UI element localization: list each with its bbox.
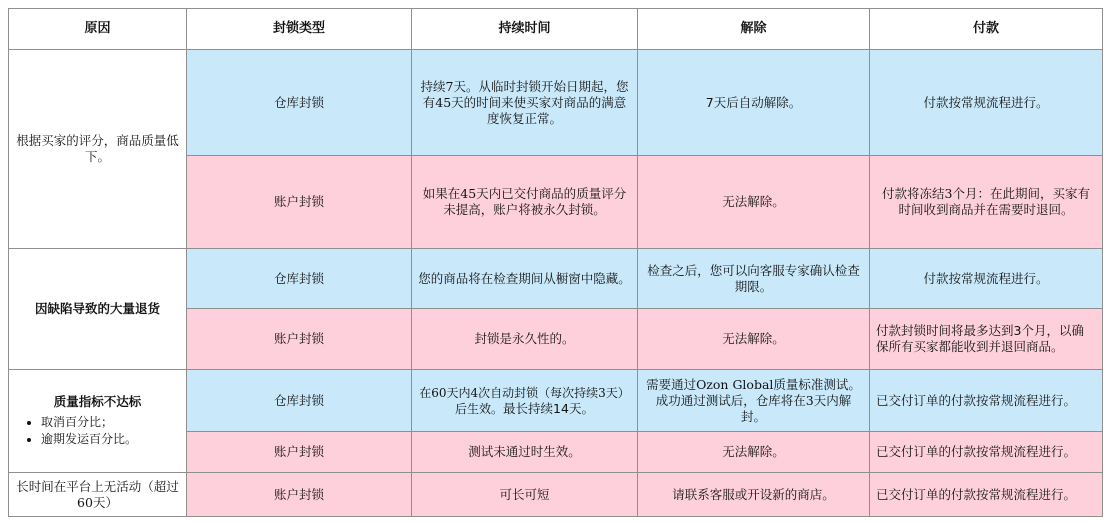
- reason-list: [15, 414, 180, 448]
- release-cell: 无法解除。: [638, 432, 870, 473]
- release-cell: 无法解除。: [638, 156, 870, 249]
- payment-cell: 付款按常规流程进行。: [870, 249, 1103, 309]
- header-reason: 原因: [9, 9, 187, 50]
- duration-cell: 测试未通过时生效。: [412, 432, 638, 473]
- list-item: • 取消百分比；: [41, 414, 180, 431]
- list-item: • 逾期发运百分比。: [41, 431, 180, 448]
- duration-text: 在60天内4次自动封锁（每次持续3天）后生效。: [419, 385, 630, 416]
- table-row: [9, 249, 1103, 309]
- header-release: 解除: [638, 9, 870, 50]
- block-type-cell: 账户封锁: [187, 156, 412, 249]
- header-payment: 付款: [870, 9, 1103, 50]
- table-row: [9, 370, 1103, 432]
- header-block-type: 封锁类型: [187, 9, 412, 50]
- duration-cell: 封锁是永久性的。: [412, 309, 638, 370]
- duration-cell: 如果在45天内已交付商品的质量评分未提高，账户将被永久封锁。: [412, 156, 638, 249]
- release-cell: 请联系客服或开设新的商店。: [638, 473, 870, 517]
- reason-cell: 长时间在平台上无活动（超过60天）: [9, 473, 187, 517]
- table-row: [9, 50, 1103, 156]
- release-cell: 无法解除。: [638, 309, 870, 370]
- table-row: [9, 473, 1103, 517]
- payment-cell: 付款封锁时间将最多达到3个月，以确保所有买家都能收到并退回商品。: [870, 309, 1103, 370]
- block-type-cell: 仓库封锁: [187, 50, 412, 156]
- block-type-cell: 账户封锁: [187, 309, 412, 370]
- payment-cell: 已交付订单的付款按常规流程进行。: [870, 432, 1103, 473]
- reason-cell: 因缺陷导致的大量退货: [9, 249, 187, 370]
- payment-cell: 付款将冻结3个月：在此期间，买家有时间收到商品并在需要时退回。: [870, 156, 1103, 249]
- duration-cell: [412, 370, 638, 432]
- release-cell: 需要通过Ozon Global质量标准测试。成功通过测试后，仓库将在3天内解封。: [638, 370, 870, 432]
- block-type-cell: 账户封锁: [187, 473, 412, 517]
- reason-cell: 根据买家的评分，商品质量低下。: [9, 50, 187, 249]
- header-duration: 持续时间: [412, 9, 638, 50]
- reason-title: 质量指标不达标: [53, 394, 142, 409]
- duration-cell: 您的商品将在检查期间从橱窗中隐藏。: [412, 249, 638, 309]
- reason-cell: [9, 370, 187, 473]
- duration-cell: 可长可短: [412, 473, 638, 517]
- block-type-cell: 仓库封锁: [187, 249, 412, 309]
- block-rules-table: [8, 8, 1103, 517]
- release-cell: 7天后自动解除。: [638, 50, 870, 156]
- duration-max-text: 最长持续14天。: [503, 400, 594, 416]
- duration-cell: 持续7天。从临时封锁开始日期起，您有45天的时间来使买家对商品的满意度恢复正常。: [412, 50, 638, 156]
- block-type-cell: 账户封锁: [187, 432, 412, 473]
- header-row: [9, 9, 1103, 50]
- payment-cell: 已交付订单的付款按常规流程进行。: [870, 473, 1103, 517]
- block-type-cell: 仓库封锁: [187, 370, 412, 432]
- release-cell: 检查之后，您可以向客服专家确认检查期限。: [638, 249, 870, 309]
- payment-cell: 已交付订单的付款按常规流程进行。: [870, 370, 1103, 432]
- payment-cell: 付款按常规流程进行。: [870, 50, 1103, 156]
